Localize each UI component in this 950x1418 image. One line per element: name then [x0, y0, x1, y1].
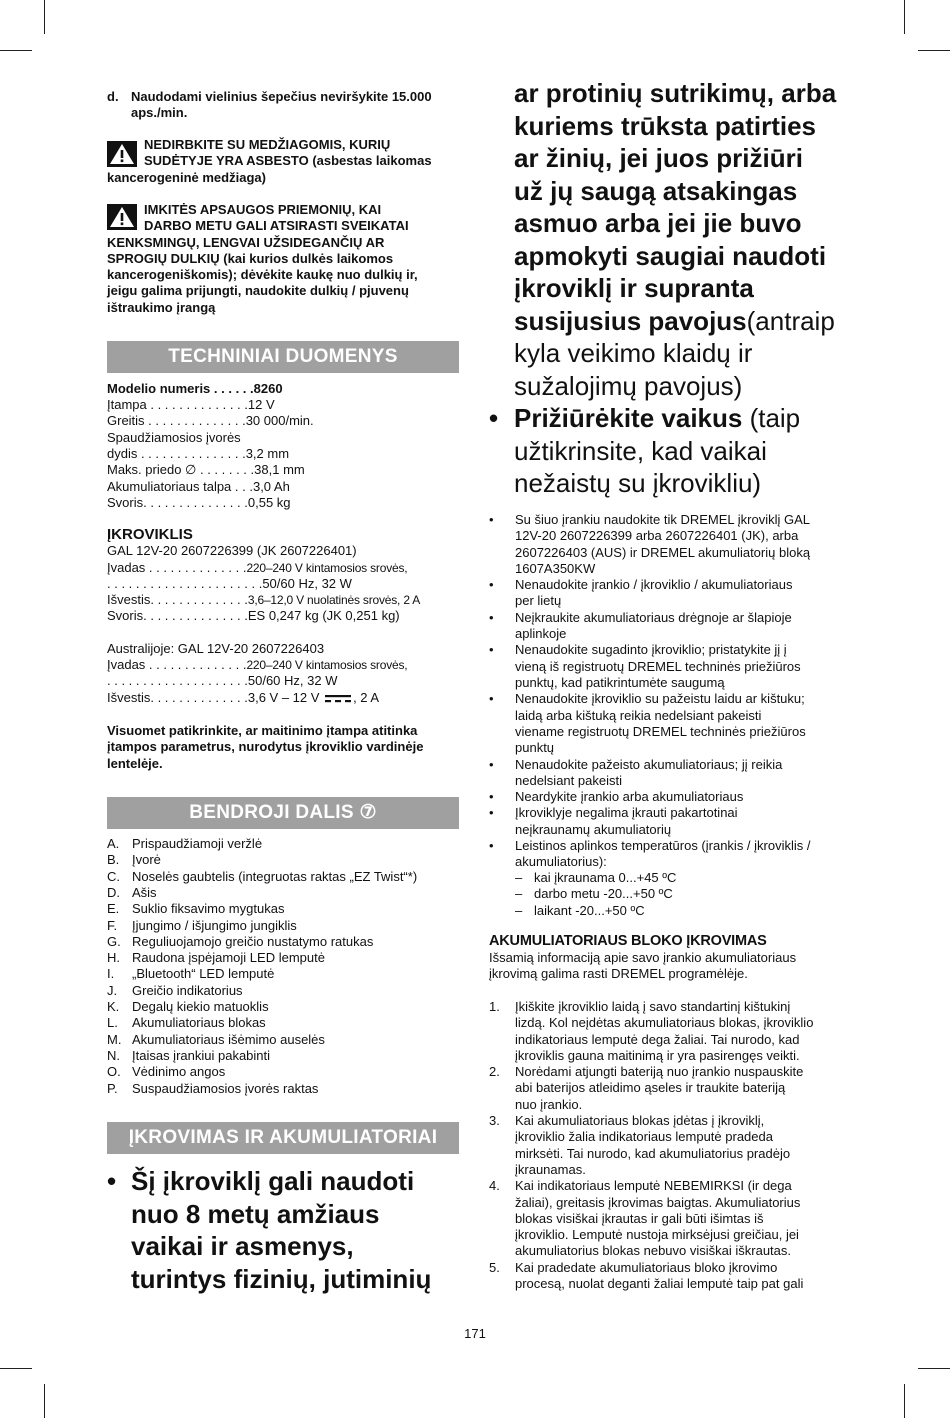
part-label: Įvorė — [132, 852, 161, 868]
charger-row: GAL 12V-20 2607226399 (JK 2607226401) — [107, 543, 357, 558]
part-item — [107, 999, 461, 1015]
part-label: Įjungimo / išjungimo jungiklis — [132, 917, 297, 933]
charging-step — [489, 1178, 851, 1259]
step-line: Norėdami atjungti bateriją nuo įrankio nuspauskite — [515, 1064, 804, 1080]
step-line: akumuliatorius blokas nebuvo visiškai iškrautas. — [515, 1243, 792, 1259]
bullet-line: 1607A350KW — [515, 560, 596, 576]
part-item — [107, 983, 461, 999]
temp-item — [515, 886, 673, 902]
charging-step — [489, 1113, 851, 1178]
step-number: 5. — [489, 1259, 500, 1275]
part-label: Raudona įspėjamoji LED lemputė — [132, 950, 325, 966]
australia-row: Įvadas . . . . . . . . . . . . . .220–240 V kintamosios srovės, — [107, 657, 408, 672]
bullet-line: Nenaudokite įrankio / įkroviklio / akumuliatoriaus — [515, 577, 793, 593]
safety-bullet — [489, 610, 851, 643]
part-label: Degalų kiekio matuoklis — [132, 999, 269, 1014]
step-number: 3. — [489, 1113, 500, 1129]
part-item — [107, 1032, 461, 1048]
bullet-line: neįkraunamų akumuliatorių — [515, 821, 672, 837]
part-label: Suspaudžiamosios įvorės raktas — [132, 1080, 319, 1096]
temp-item — [515, 903, 645, 919]
step-line: Kai pradedate akumuliatoriaus bloko įkrovimo — [515, 1259, 778, 1275]
step-line: procesą, nuolat deganti žaliai lemputė taip pat gali — [515, 1276, 804, 1292]
step-line: abi baterijos atleidimo ąseles ir traukite bateriją — [515, 1080, 786, 1096]
temp-label: laikant -20...+50 ºC — [534, 902, 645, 918]
bullet-line: vieną iš registruotų DREMEL techninės priežiūros — [515, 658, 801, 674]
part-letter: M. — [107, 1031, 122, 1047]
step-number: 2. — [489, 1064, 500, 1080]
big-text-continued: ar protinių sutrikimų, arba kuriems trūksta patirties ar žinių, jei juos prižiūri už jų saugą atsakingas asmuo arba jei jie buvo apmokyti saugiai naudoti įkroviklį ir supranta susijusius pavojus(antraip kyla veikimo klaidų ir sužalojimų pavojus) — [514, 78, 837, 401]
tech-row: Maks. priedo ∅ . . . . . . . .38,1 mm — [107, 462, 305, 477]
bullet-line: Leistinos aplinkos temperatūros (įrankis / įkroviklis / — [515, 838, 811, 853]
bullet-dot: • — [489, 838, 494, 853]
crop-mark — [904, 0, 905, 34]
part-label: Vėdinimo angos — [132, 1064, 226, 1080]
charger-row: Įvadas . . . . . . . . . . . . . .220–240 V kintamosios srovės, — [107, 560, 408, 575]
safety-bullet — [489, 691, 851, 756]
step-line: lizdą. Kol neįdėtas akumuliatoriaus blokas, įkroviklio — [515, 1015, 814, 1031]
part-label: Greičio indikatorius — [132, 982, 243, 998]
bullet-line: Įkroviklyje negalima įkrauti pakartotinai — [515, 805, 738, 821]
dc-symbol-icon — [324, 694, 352, 704]
step-number: 1. — [489, 999, 500, 1014]
tech-row: Modelio numeris . . . . . .8260 — [107, 381, 283, 396]
step-line: Įkiškite įkroviklio laidą į savo standartinį kištukinį — [515, 999, 791, 1014]
crop-mark — [918, 1368, 950, 1369]
crop-mark — [0, 50, 32, 51]
step-line: Kai akumuliatoriaus blokas įdėtas į įkroviklį, — [515, 1113, 765, 1129]
bullet-dot: • — [489, 642, 494, 658]
section-header-charging: ĮKROVIMAS IR AKUMULIATORIAI — [107, 1122, 459, 1154]
part-label: Reguliuojamojo greičio nustatymo ratukas — [132, 933, 374, 949]
bullet-line: punktų, kad patikrintumėte saugumą — [515, 674, 725, 690]
bullet-line: Nenaudokite pažeisto akumuliatoriaus; jį reikia — [515, 756, 783, 772]
bullet-line: akumuliatorius): — [515, 854, 607, 870]
part-letter: D. — [107, 884, 120, 900]
step-line: įkraunamas. — [515, 1161, 586, 1177]
bullet-dot: • — [489, 789, 494, 805]
bullet-line: Nenaudokite sugadinto įkroviklio; pristatykite jį į — [515, 642, 787, 658]
crop-mark — [44, 1384, 45, 1418]
part-item — [107, 1081, 461, 1097]
safety-bullet — [489, 757, 851, 790]
part-letter: A. — [107, 836, 120, 851]
step-line: blokas visiškai įkrautas ir gali būti išimtas iš — [515, 1210, 764, 1226]
charger-row: Svoris. . . . . . . . . . . . . . .ES 0,247 kg (JK 0,251 kg) — [107, 608, 400, 623]
step-line: įkroviklis gauna maitinimą ir yra pasirengęs veikti. — [515, 1047, 800, 1063]
charger-row: Išvestis. . . . . . . . . . . . . .3,6–12,0 V nuolatinės srovės, 2 A — [107, 592, 421, 607]
part-label: Noselės gaubtelis (integruotas raktas „EZ Twist“*) — [132, 868, 418, 884]
dash-marker: – — [515, 870, 523, 885]
part-label: Prispaudžiamoji veržlė — [132, 836, 263, 851]
safety-bullet — [489, 642, 851, 691]
bullet-dot: • — [107, 1166, 117, 1196]
safety-bullet — [489, 789, 851, 805]
part-item — [107, 918, 461, 934]
bullet-dot: • — [489, 577, 494, 593]
part-item — [107, 1048, 461, 1064]
part-item — [107, 966, 461, 982]
battery-intro: Išsamią informaciją apie savo įrankio akumuliatoriaus įkrovimą galima rasti DREMEL programėlėje. — [489, 950, 797, 982]
bullet-line: Su šiuo įrankiu naudokite tik DREMEL įkroviklį GAL — [515, 512, 811, 527]
big-bullet-children: • Šį įkroviklį gali naudoti nuo 8 metų amžiaus vaikai ir asmenys, turintys fizinių, jutiminių — [107, 1166, 432, 1294]
section-header-general: BENDROJI DALIS ⑦ — [107, 797, 459, 829]
part-letter: O. — [107, 1064, 121, 1080]
charger-row: . . . . . . . . . . . . . . . . . . . . . .50/60 Hz, 32 W — [107, 576, 352, 591]
bullet-dot: • — [489, 805, 494, 821]
bullet-dot: • — [489, 609, 494, 625]
battery-charging-title: AKUMULIATORIAUS BLOKO ĮKROVIMAS — [489, 933, 767, 949]
bullet-line: Nenaudokite įkroviklio su pažeistu laidu ar kištuku; — [515, 691, 805, 707]
dash-marker: – — [515, 886, 523, 902]
safety-bullet — [489, 577, 851, 610]
part-letter: B. — [107, 852, 120, 868]
safety-bullet — [489, 838, 851, 871]
temp-label: darbo metu -20...+50 ºC — [534, 886, 673, 902]
part-item — [107, 901, 461, 917]
part-item — [107, 1015, 461, 1031]
bullet-line: laidą arba kištuką reikia nedelsiant pakeisti — [515, 707, 762, 723]
warning-asbestos: NEDIRBKITE SU MEDŽIAGOMIS, KURIŲ SUDĖTYJE YRA ASBESTO (asbestas laikomas kancerogeninė medžiaga) — [107, 137, 432, 185]
bullet-line: Neardykite įrankio arba akumuliatoriaus — [515, 789, 744, 805]
tech-row: dydis . . . . . . . . . . . . . . .3,2 mm — [107, 446, 290, 461]
bullet-dot: • — [489, 512, 494, 527]
part-letter: H. — [107, 950, 120, 966]
temp-item — [515, 870, 676, 886]
crop-mark — [0, 1368, 32, 1369]
bullet-line: punktų — [515, 740, 555, 756]
bullet-line: viename registruotų DREMEL techninės priežiūros — [515, 723, 806, 739]
charging-step — [489, 1260, 851, 1293]
step-line: įkroviklio. Lemputė nustoja mirksėjusi greičiau, jei — [515, 1227, 799, 1243]
step-number: 4. — [489, 1178, 500, 1194]
australia-row: Australijoje: GAL 12V-20 2607226403 — [107, 641, 325, 656]
crop-mark — [44, 0, 45, 34]
bullet-dot: • — [489, 691, 494, 707]
crop-mark — [904, 1384, 905, 1418]
bullet-line: aplinkoje — [515, 626, 567, 642]
tech-row: Akumuliatoriaus talpa . . .3,0 Ah — [107, 479, 290, 494]
part-letter: E. — [107, 901, 120, 917]
part-letter: I. — [107, 966, 115, 982]
charging-step — [489, 999, 851, 1064]
part-item — [107, 885, 461, 901]
step-line: Kai indikatoriaus lemputė NEBEMIRKSI (ir dega — [515, 1178, 792, 1194]
voltage-check-note: Visuomet patikrinkite, ar maitinimo įtampa atitinka įtampos parametrus, nurodytus įkroviklio vardinėje lentelėje. — [107, 723, 424, 771]
australia-row: Išvestis. . . . . . . . . . . . . .3,6 V – 12 V , 2 A — [107, 690, 380, 705]
charger-title: ĮKROVIKLIS — [107, 526, 193, 543]
temp-label: kai įkraunama 0...+45 ºC — [534, 870, 677, 885]
part-item — [107, 934, 461, 950]
part-label: „Bluetooth“ LED lemputė — [132, 966, 275, 982]
section-header-tech: TECHNINIAI DUOMENYS — [107, 341, 459, 373]
bullet-dot: • — [489, 756, 494, 772]
bullet-dot: • — [489, 403, 499, 433]
australia-row: . . . . . . . . . . . . . . . . . . . .50/60 Hz, 32 W — [107, 673, 338, 688]
part-letter: G. — [107, 933, 121, 949]
step-line: nuo įrankio. — [515, 1096, 583, 1112]
part-letter: L. — [107, 1015, 118, 1031]
part-item — [107, 869, 461, 885]
part-label: Akumuliatoriaus išėmimo auselės — [132, 1031, 325, 1047]
part-letter: P. — [107, 1080, 118, 1096]
step-line: mirksėti. Tai nurodo, kad akumuliatorius pradėjo — [515, 1145, 791, 1161]
bullet-line: per lietų — [515, 593, 562, 609]
part-item — [107, 852, 461, 868]
safety-bullet — [489, 512, 851, 577]
big-bullet-supervise: • Prižiūrėkite vaikus (taip užtikrinsite, kad vaikai nežaistų su įkrovikliu) — [489, 403, 801, 498]
page-number: 171 — [464, 1326, 486, 1341]
part-item — [107, 1064, 461, 1080]
part-letter: N. — [107, 1047, 120, 1063]
charging-step — [489, 1064, 851, 1113]
tech-row: Greitis . . . . . . . . . . . . . .30 000/min. — [107, 413, 314, 428]
bullet-line: 2607226403 (AUS) ir DREMEL akumuliatorių bloką — [515, 544, 811, 560]
tech-row: Svoris. . . . . . . . . . . . . . .0,55 kg — [107, 495, 291, 510]
step-line: indikatoriaus lemputė dega žaliai. Tai nurodo, kad — [515, 1031, 800, 1047]
tech-row: Įtampa . . . . . . . . . . . . . .12 V — [107, 397, 275, 412]
part-letter: C. — [107, 868, 120, 884]
part-label: Ašis — [132, 884, 157, 900]
part-label: Įtaisas įrankiui pakabinti — [132, 1047, 271, 1063]
part-label: Akumuliatoriaus blokas — [132, 1015, 266, 1031]
part-letter: F. — [107, 917, 118, 933]
bullet-line: nedelsiant pakeisti — [515, 772, 622, 788]
tech-row: Spaudžiamosios įvorės — [107, 430, 241, 445]
bullet-line: 12V-20 2607226399 arba 2607226401 (JK), arba — [515, 528, 799, 544]
item-d: d. Naudodami vielinius šepečius neviršykite 15.000 aps./min. — [107, 89, 432, 121]
part-letter: J. — [107, 982, 118, 998]
safety-bullet — [489, 805, 851, 838]
step-line: žaliai), greitasis įkrovimas baigtas. Akumuliatorius — [515, 1194, 801, 1210]
part-letter: K. — [107, 999, 120, 1014]
crop-mark — [918, 50, 950, 51]
part-label: Suklio fiksavimo mygtukas — [132, 901, 285, 917]
bullet-line: Neįkraukite akumuliatoriaus drėgnoje ar šlapioje — [515, 609, 792, 625]
dash-marker: – — [515, 902, 523, 918]
part-item — [107, 950, 461, 966]
part-item — [107, 836, 461, 852]
step-line: įkroviklio žalia indikatoriaus lemputė pradeda — [515, 1129, 773, 1145]
warning-dust: IMKITĖS APSAUGOS PRIEMONIŲ, KAI DARBO METU GALI ATSIRASTI SVEIKATAI KENKSMINGŲ, LENGVAI UŽSIDEGANČIŲ AR SPROGIŲ DULKIŲ (kai kurios dulkės laikomos kancerogeniškomis); dėvėkite kaukę nuo dulkių ir, jeigu galima prijungti, naudokite dulkių / pjuvenų ištraukimo įrangą — [107, 202, 418, 315]
